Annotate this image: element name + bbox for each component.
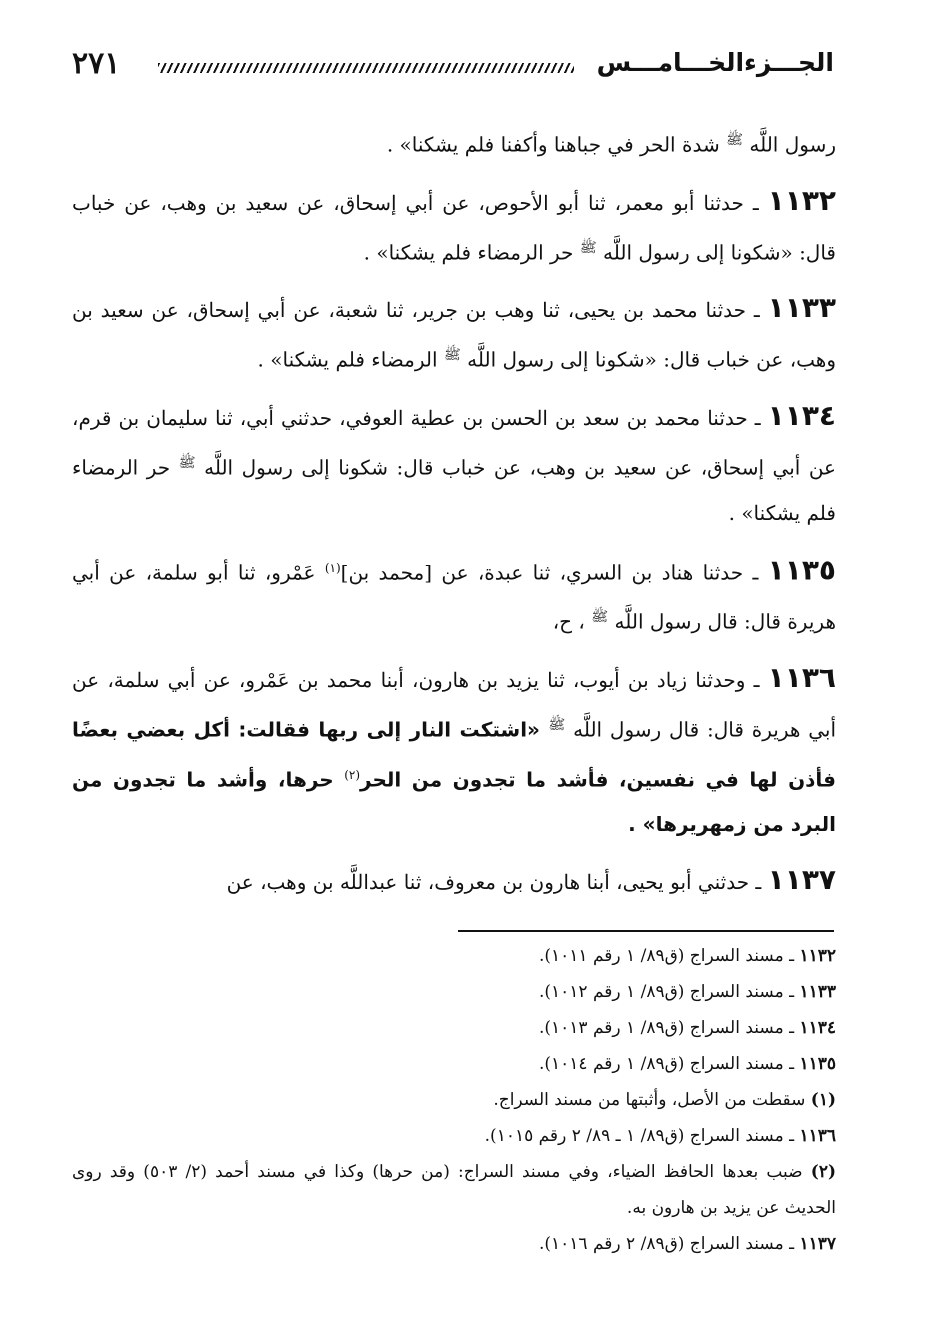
footnote-separator bbox=[458, 930, 834, 932]
footnote-label: ١١٣٣ bbox=[799, 982, 836, 1002]
honorific-glyph: ﷺ bbox=[726, 132, 743, 148]
hadith-continuation bbox=[72, 118, 836, 168]
footnote-label: ١١٣٢ bbox=[799, 946, 836, 966]
footnote bbox=[72, 1082, 836, 1118]
hadith-1132 bbox=[72, 178, 836, 276]
hadith-1134 bbox=[72, 393, 836, 536]
footnote-text: ضبب بعدها الحافظ الضياء، وفي مسند السراج: (من حرها) وكذا في مسند أحمد (٢/ ٥٠٣) وقد روى الحديث عن يزيد بن هارون به. bbox=[72, 1162, 836, 1218]
footnote-label: ١١٣٤ bbox=[799, 1018, 836, 1038]
text-segment: ، ح، bbox=[552, 609, 592, 634]
footnote bbox=[72, 1046, 836, 1082]
honorific-glyph: ﷺ bbox=[178, 454, 196, 471]
footnote-text: ـ مسند السراج (ق٨٩/ ١ رقم ١٠١٣). bbox=[538, 1018, 800, 1038]
hadith-number: ١١٣٦ bbox=[767, 660, 836, 694]
footnote-ref: (٢) bbox=[344, 767, 361, 782]
text-segment: ـ وحدثنا زياد بن أيوب، ثنا يزيد بن هارون، أبنا محمد بن عَمْرو، عن أبي سلمة، عن أبي هريرة قال: قال رسول اللَّه bbox=[72, 667, 837, 742]
footnote bbox=[72, 938, 836, 974]
footnote-text: سقطت من الأصل، وأثبتها من مسند السراج. bbox=[493, 1090, 811, 1110]
page-number: ٢٧١ bbox=[72, 46, 121, 81]
footnote-label: ١١٣٥ bbox=[799, 1054, 836, 1074]
hadith-1135 bbox=[72, 546, 836, 645]
text-segment: شدة الحر في جباهنا وأكفنا فلم يشكنا» . bbox=[386, 132, 727, 157]
text-segment: ـ حدثنا محمد بن سعد بن الحسن بن عطية العوفي، حدثني أبي، ثنا سليمان بن قرم، عن أبي إسحاق، عن سعيد بن وهب، عن خباب قال: شكونا إلى رسول اللَّه bbox=[72, 405, 836, 480]
hadith-matn-bold: «اشتكت النار إلى ربها فقالت: أكل بعضي بعضًا فأذن لها في نفسين، فأشد ما تجدون من الحر bbox=[72, 717, 837, 792]
footnote-text: ـ مسند السراج (ق٨٩/ ٢ رقم ١٠١٦). bbox=[538, 1234, 800, 1254]
footnote bbox=[72, 1154, 836, 1226]
hadith-number: ١١٣٢ bbox=[767, 183, 836, 217]
text-segment: حر الرمضاء فلم يشكنا» . bbox=[363, 240, 580, 265]
footnotes bbox=[72, 938, 836, 1262]
honorific-glyph: ﷺ bbox=[548, 716, 566, 733]
hadith-1136 bbox=[72, 655, 836, 847]
footnote-text: ـ مسند السراج (ق٨٩/ ١ ـ ٨٩/ ٢ رقم ١٠١٥). bbox=[484, 1126, 800, 1146]
text-segment: حر الرمضاء فلم يشكنا» . bbox=[72, 455, 836, 525]
footnote-label: ١١٣٧ bbox=[799, 1234, 836, 1254]
text-segment: ـ حدثنا أبو معمر، ثنا أبو الأحوص، عن أبي إسحاق، عن سعيد بن وهب، عن خباب قال: «شكونا إلى رسول اللَّه bbox=[72, 190, 836, 265]
running-title: الجـــزءالخـــامـــس bbox=[596, 48, 834, 77]
footnote bbox=[72, 1118, 836, 1154]
header-hatched-rule bbox=[158, 63, 574, 73]
footnote-ref: (١) bbox=[324, 560, 341, 575]
text-segment: ـ حدثني أبو يحيى، أبنا هارون بن معروف، ثنا عبداللَّه بن وهب، عن bbox=[226, 870, 768, 895]
footnote bbox=[72, 1010, 836, 1046]
text-segment: رسول اللَّه bbox=[743, 132, 836, 157]
main-text bbox=[72, 118, 836, 915]
honorific-glyph: ﷺ bbox=[443, 347, 461, 364]
footnote-text: ـ مسند السراج (ق٨٩/ ١ رقم ١٠١١). bbox=[538, 946, 800, 966]
hadith-1137 bbox=[72, 857, 836, 905]
footnote-text: ـ مسند السراج (ق٨٩/ ١ رقم ١٠١٤). bbox=[538, 1054, 800, 1074]
honorific-glyph: ﷺ bbox=[591, 609, 609, 626]
footnote bbox=[72, 974, 836, 1010]
text-segment: ـ حدثنا هناد بن السري، ثنا عبدة، عن [محمد بن] bbox=[340, 560, 768, 585]
footnote bbox=[72, 1226, 836, 1262]
hadith-1133 bbox=[72, 285, 836, 383]
hadith-number: ١١٣٤ bbox=[767, 398, 836, 432]
text-segment: ـ حدثنا محمد بن يحيى، ثنا وهب بن جرير، ثنا شعبة، عن أبي إسحاق، عن سعيد بن وهب، عن خباب قال: «شكونا إلى رسول اللَّه bbox=[72, 298, 836, 372]
text-segment: الرمضاء فلم يشكنا» . bbox=[257, 347, 444, 372]
hadith-number: ١١٣٥ bbox=[767, 553, 836, 587]
hadith-number: ١١٣٣ bbox=[767, 291, 836, 325]
footnote-label: (١) bbox=[810, 1090, 836, 1110]
footnote-text: ـ مسند السراج (ق٨٩/ ١ رقم ١٠١٢). bbox=[538, 982, 800, 1002]
hadith-matn-bold: حرها، وأشد ما تجدون من البرد من زمهريرها» . bbox=[72, 767, 836, 837]
honorific-glyph: ﷺ bbox=[579, 239, 597, 256]
footnote-label: (٢) bbox=[810, 1162, 836, 1182]
text-segment: عَمْرو، ثنا أبو سلمة، عن أبي هريرة قال: قال رسول اللَّه bbox=[72, 560, 836, 634]
hadith-number: ١١٣٧ bbox=[767, 863, 836, 897]
footnote-label: ١١٣٦ bbox=[799, 1126, 836, 1146]
